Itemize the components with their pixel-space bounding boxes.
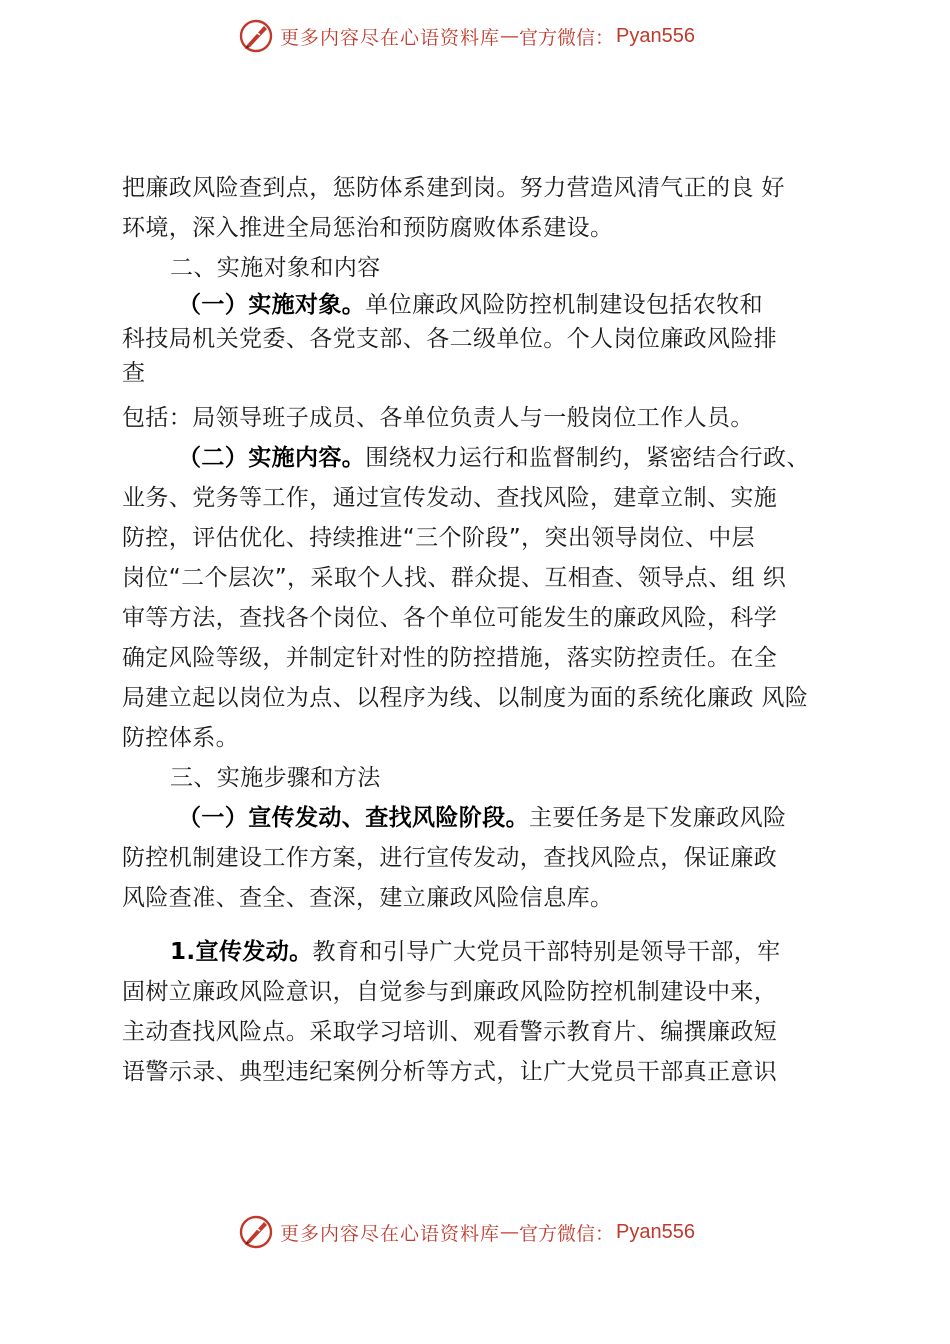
paragraph-lead-bold: （一）实施对象。 bbox=[178, 292, 366, 318]
text-line: 局建立起以岗位为点、以程序为线、以制度为面的系统化廉政 风险 bbox=[122, 685, 809, 711]
banner-brand-text: 更多内容尽在心语资料库 bbox=[280, 26, 501, 49]
text-line: 固树立廉政风险意识，自觉参与到廉政风险防控机制建设中来， bbox=[122, 979, 778, 1005]
text-line: 审等方法，查找各个岗位、各个单位可能发生的廉政风险，科学 bbox=[122, 605, 778, 631]
text-line: 确定风险等级，并制定针对性的防控措施，落实防控责任。在全 bbox=[122, 645, 778, 671]
paragraph-first-line bbox=[122, 438, 842, 478]
text-line: 岗位“二个层次”，采取个人找、群众提、互相查、领导点、组 织 bbox=[122, 565, 787, 591]
paragraph-text: 主要任务是下发廉政风险 bbox=[529, 805, 787, 831]
paragraph-first-line bbox=[122, 798, 842, 838]
document-body bbox=[122, 168, 842, 1092]
paragraph-first-line bbox=[122, 932, 842, 972]
watermark-banner-bottom bbox=[238, 1212, 758, 1252]
paragraph-lead-bold: （一）宣传发动、查找风险阶段。 bbox=[178, 805, 529, 831]
paragraph-text: 教育和引导广大党员干部特别是领导干部，牢 bbox=[312, 939, 781, 965]
text-line: 业务、党务等工作，通过宣传发动、查找风险，建章立制、实施 bbox=[122, 485, 778, 511]
watermark-banner-top bbox=[238, 16, 758, 56]
text-line: 科技局机关党委、各党支部、各二级单位。个人岗位廉政风险排 bbox=[122, 326, 778, 352]
text-line: 语警示录、典型违纪案例分析等方式，让广大党员干部真正意识 bbox=[122, 1059, 778, 1085]
pen-logo-icon bbox=[238, 18, 274, 54]
section-heading: 三、实施步骤和方法 bbox=[170, 765, 381, 791]
text-line: 把廉政风险查到点，惩防体系建到岗。努力营造风清气正的良 好 bbox=[122, 175, 785, 201]
banner-contact-label: 官方微信： bbox=[519, 1222, 615, 1245]
text-line: 风险查准、查全、查深，建立廉政风险信息库。 bbox=[122, 885, 614, 911]
banner-separator: — bbox=[500, 1221, 520, 1243]
text-line: 包括：局领导班子成员、各单位负责人与一般岗位工作人员。 bbox=[122, 405, 754, 431]
paragraph-text: 围绕权力运行和监督制约，紧密结合行政、 bbox=[365, 445, 810, 471]
paragraph-first-line bbox=[122, 288, 842, 322]
paragraph-text: 单位廉政风险防控机制建设包括农牧和 bbox=[365, 292, 764, 318]
text-line: 环境，深入推进全局惩治和预防腐败体系建设。 bbox=[122, 215, 614, 241]
text-line: 主动查找风险点。采取学习培训、观看警示教育片、编撰廉政短 bbox=[122, 1019, 778, 1045]
text-line: 查 bbox=[122, 360, 146, 386]
banner-brand-text: 更多内容尽在心语资料库 bbox=[280, 1222, 501, 1245]
paragraph-lead-bold: 1.宣传发动。 bbox=[170, 939, 313, 965]
text-line: 防控，评估优化、持续推进“三个阶段”，突出领导岗位、中层 bbox=[122, 525, 756, 551]
text-line: 防控体系。 bbox=[122, 725, 239, 751]
banner-wechat-id: Pyan556 bbox=[616, 1220, 695, 1243]
paragraph-lead-bold: （二）实施内容。 bbox=[178, 445, 366, 471]
pen-logo-icon bbox=[238, 1214, 274, 1250]
section-heading: 二、实施对象和内容 bbox=[170, 255, 381, 281]
banner-contact-label: 官方微信： bbox=[519, 26, 615, 49]
text-line: 防控机制建设工作方案，进行宣传发动，查找风险点，保证廉政 bbox=[122, 845, 778, 871]
banner-separator: — bbox=[500, 25, 520, 47]
banner-wechat-id: Pyan556 bbox=[616, 24, 695, 47]
